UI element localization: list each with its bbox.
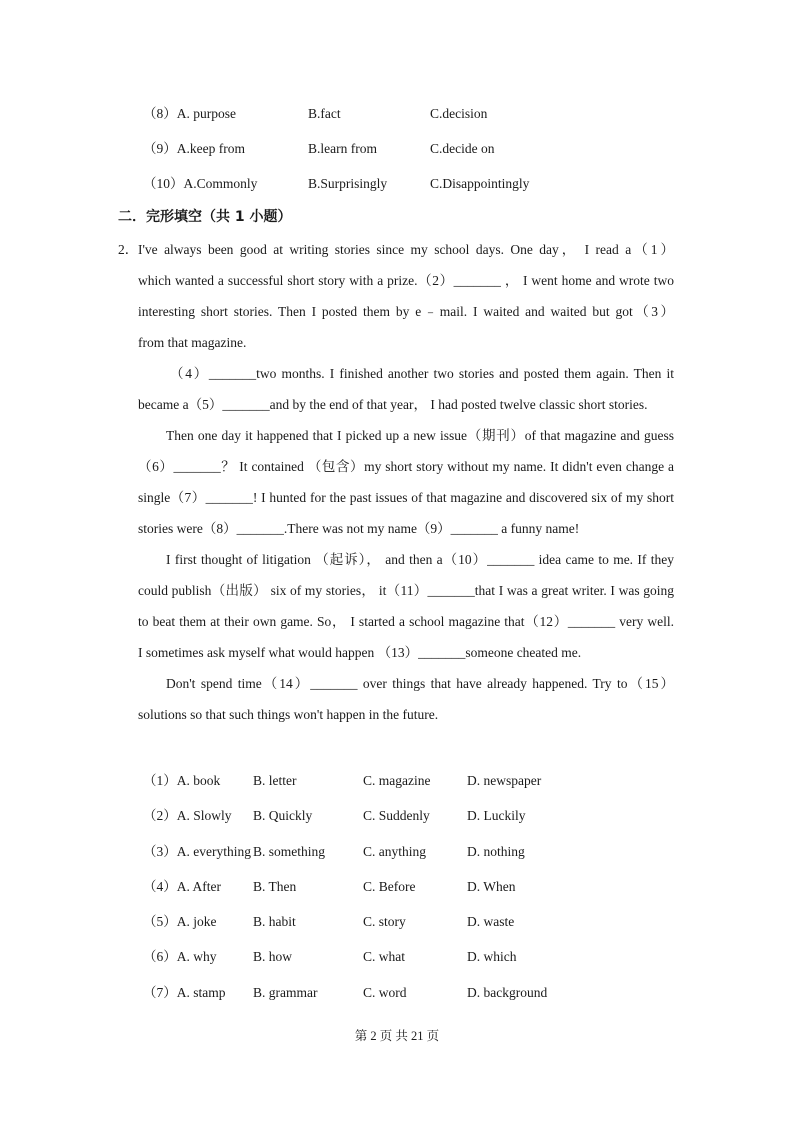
option-c: C. anything	[363, 844, 426, 859]
passage-line: which wanted a successful short story with a prize.（2）_______ ， I went home and wrote two	[138, 273, 674, 288]
option-a: （5）A. joke	[143, 914, 217, 929]
passage-line: single（7）_______! I hunted for the past issues of that magazine and discovered six of my short	[138, 490, 674, 505]
passage-line: （6）_______？ It contained （包含）my short story without my name. It didn't even change a	[138, 459, 674, 474]
option-a: （4）A. After	[143, 879, 221, 894]
option-row	[0, 947, 794, 967]
option-a: （8）A. purpose	[143, 106, 236, 121]
option-d: D. Luckily	[467, 808, 526, 823]
option-d: D. newspaper	[467, 773, 542, 788]
passage-line: I first thought of litigation （起诉）， and then a（10）_______ idea came to me. If they	[166, 552, 674, 567]
option-a: （1）A. book	[143, 773, 221, 788]
option-d: D. waste	[467, 914, 515, 929]
option-b: B. Then	[253, 879, 297, 894]
option-c: C. word	[363, 985, 407, 1000]
passage-paragraph-1	[138, 240, 674, 736]
prev-option-row	[0, 139, 794, 159]
passage-line: became a（5）_______and by the end of that year， I had posted twelve classic short stories.	[138, 397, 648, 412]
option-row	[0, 983, 794, 1003]
option-d: D. nothing	[467, 844, 525, 859]
option-c: C.Disappointingly	[430, 176, 530, 191]
passage-line: from that magazine.	[138, 335, 247, 350]
option-c: C. Before	[363, 879, 416, 894]
passage-line: I sometimes ask myself what would happen （13）_______someone cheated me.	[138, 645, 582, 660]
option-row	[0, 842, 794, 862]
passage-line: solutions so that such things won't happen in the future.	[138, 707, 439, 722]
option-c: C.decide on	[430, 141, 495, 156]
option-row	[0, 771, 794, 791]
passage-line: could publish（出版） six of my stories， it（11）_______that I was a great writer. I was going	[138, 583, 674, 598]
option-b: B.fact	[308, 106, 341, 121]
passage-line: I've always been good at writing stories since my school days. One day， I read a（1）	[138, 242, 674, 257]
option-c: C.decision	[430, 106, 488, 121]
option-b: B.Surprisingly	[308, 176, 388, 191]
page-footer: 第 2 页 共 21 页	[354, 1029, 440, 1043]
option-c: C. story	[363, 914, 406, 929]
prev-option-row	[0, 104, 794, 124]
option-a: （3）A. everything	[143, 844, 251, 859]
option-row	[0, 877, 794, 897]
option-row	[0, 912, 794, 932]
option-b: B. grammar	[253, 985, 318, 1000]
option-c: C. magazine	[363, 773, 431, 788]
option-a: （2）A. Slowly	[143, 808, 232, 823]
option-d: D. When	[467, 879, 516, 894]
option-a: （9）A.keep from	[143, 141, 245, 156]
section-title: 二．完形填空（共 1 小题）	[118, 209, 292, 225]
question-number: 2．	[118, 242, 139, 257]
option-a: （7）A. stamp	[143, 985, 226, 1000]
option-b: B. letter	[253, 773, 297, 788]
passage-line: Don't spend time（14）_______ over things that have already happened. Try to（15）	[166, 676, 674, 691]
option-d: D. which	[467, 949, 517, 964]
option-b: B. something	[253, 844, 326, 859]
prev-option-row	[0, 174, 794, 194]
passage-line: （4）_______two months. I finished another two stories and posted them again. Then it	[170, 366, 674, 381]
option-d: D. background	[467, 985, 548, 1000]
option-a: （6）A. why	[143, 949, 217, 964]
passage-line: stories were（8）_______.There was not my name（9）_______ a funny name!	[138, 521, 580, 536]
option-row	[0, 806, 794, 826]
option-b: B. habit	[253, 914, 296, 929]
passage-line: Then one day it happened that I picked up a new issue（期刊）of that magazine and guess	[166, 428, 674, 443]
option-b: B. Quickly	[253, 808, 313, 823]
passage-line: to beat them at their own game. So， I started a school magazine that（12）_______ very well.	[138, 614, 674, 629]
option-b: B.learn from	[308, 141, 377, 156]
option-b: B. how	[253, 949, 293, 964]
passage-line: interesting short stories. Then I posted them by e﹣mail. I waited and waited but got（3）	[138, 304, 674, 319]
option-a: （10）A.Commonly	[143, 176, 258, 191]
option-c: C. what	[363, 949, 405, 964]
option-c: C. Suddenly	[363, 808, 430, 823]
